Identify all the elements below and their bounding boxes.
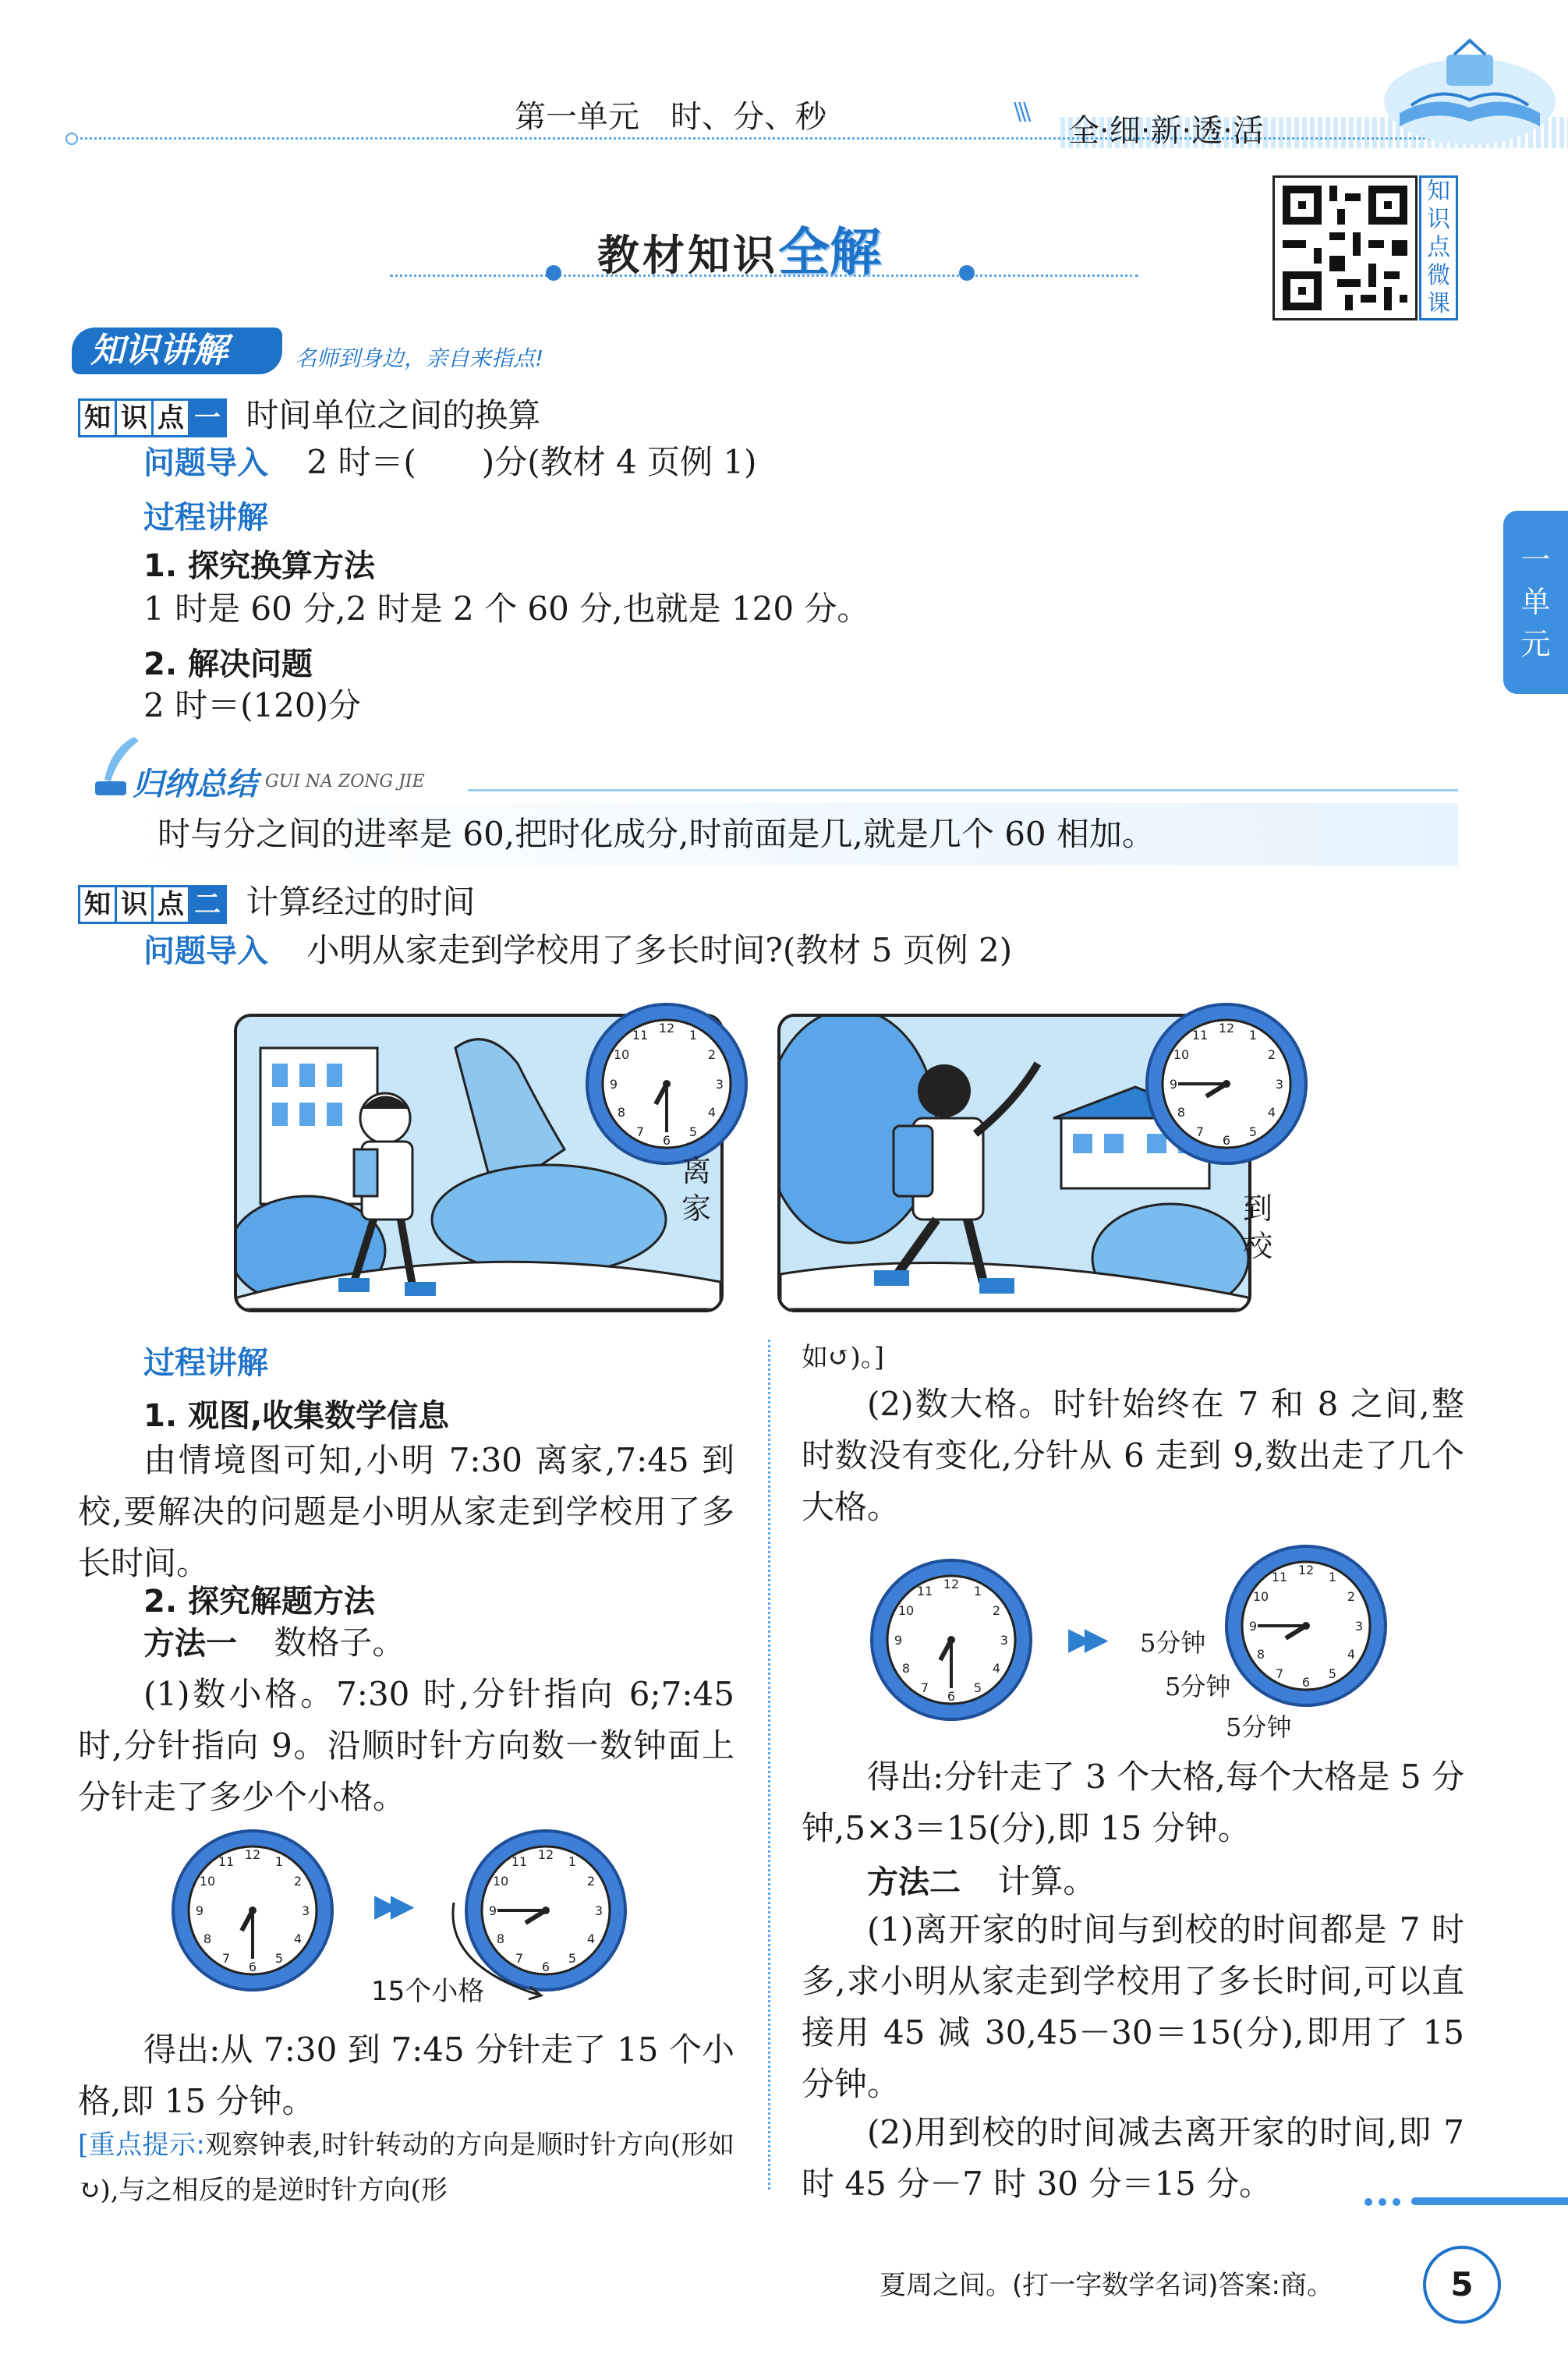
svg-text:12: 12 [943, 1577, 960, 1591]
svg-text:7: 7 [920, 1680, 929, 1695]
svg-text:11: 11 [916, 1584, 933, 1598]
key-tip: [重点提示:观察钟表,时针转动的方向是顺时针方向(形如↻),与之相反的是逆时针方向(形 [78, 2130, 734, 2206]
svg-text:8: 8 [203, 1931, 212, 1946]
qr-label-char: 点 [1427, 234, 1450, 261]
svg-text:12: 12 [1297, 1563, 1315, 1577]
svg-text:9: 9 [1169, 1077, 1178, 1092]
svg-text:5: 5 [1328, 1666, 1337, 1681]
svg-text:2: 2 [992, 1603, 1001, 1618]
clock-730-small-icon [167, 1825, 338, 1996]
svg-text:7: 7 [635, 1124, 645, 1139]
svg-text:12: 12 [244, 1847, 261, 1862]
svg-text:8: 8 [901, 1661, 911, 1676]
svg-text:9: 9 [894, 1633, 903, 1648]
kp1-badge [78, 398, 225, 437]
svg-text:12: 12 [658, 1021, 675, 1036]
badge-char: 点 [151, 398, 190, 437]
clock-730-icon [581, 998, 752, 1170]
svg-text:4: 4 [1347, 1647, 1356, 1662]
section-logo [72, 327, 282, 374]
svg-text:10: 10 [613, 1047, 630, 1062]
svg-text:7: 7 [1275, 1666, 1284, 1681]
method1-line [143, 1617, 405, 1669]
svg-text:10: 10 [1252, 1589, 1269, 1604]
footer-dots [1363, 2196, 1410, 2207]
scene-left-label [681, 1152, 711, 1227]
summary-label: 归纳总结 [133, 767, 257, 802]
svg-text:5: 5 [274, 1951, 284, 1966]
badge-char: 识 [115, 398, 154, 437]
key-tip-text: 观察钟表,时针转动的方向是顺时针方向(形如↻),与之相反的是逆时针方向(形 [78, 2130, 734, 2206]
kp1-intro [143, 437, 756, 489]
summary-pinyin: GUI NA ZONG JIE [265, 772, 425, 791]
qr-label-char: 课 [1427, 290, 1450, 317]
header-rule-dot [65, 133, 78, 145]
svg-text:3: 3 [594, 1903, 603, 1918]
svg-text:11: 11 [511, 1854, 528, 1869]
clock-745-right-icon [1220, 1540, 1392, 1712]
svg-text:4: 4 [707, 1105, 717, 1120]
section-logo-text: 知识讲解 [90, 331, 228, 370]
svg-text:6: 6 [947, 1689, 956, 1704]
svg-text:6: 6 [1301, 1675, 1311, 1690]
qr-label-char: 知 [1427, 178, 1450, 205]
svg-text:7: 7 [221, 1951, 231, 1966]
intro-label: 问题导入 [143, 933, 268, 969]
svg-text:12: 12 [537, 1847, 554, 1862]
footer-bar [1411, 2197, 1568, 2205]
svg-text:1: 1 [568, 1854, 577, 1869]
kp1-process-label: 过程讲解 [143, 500, 268, 536]
left-h1: 1. 观图,收集数学信息 [143, 1398, 450, 1434]
side-tab-char: 一 [1520, 543, 1551, 577]
svg-text:6: 6 [1222, 1133, 1231, 1148]
svg-text:8: 8 [617, 1105, 626, 1120]
svg-text:2: 2 [586, 1874, 596, 1889]
svg-text:3: 3 [1275, 1077, 1284, 1092]
page-number: 5 [1450, 2265, 1474, 2303]
unit-side-tab [1503, 511, 1568, 694]
badge-number: 二 [188, 885, 227, 924]
summary-rule [468, 789, 1458, 791]
method1-name: 数格子。 [274, 1623, 405, 1662]
five-minutes-label: 5分钟 [1226, 1712, 1292, 1742]
column-divider [768, 1340, 770, 2190]
svg-text:4: 4 [1267, 1105, 1276, 1120]
left-clock-caption: 15个小格 [371, 1976, 485, 2007]
svg-text:1: 1 [688, 1028, 698, 1043]
svg-text:3: 3 [715, 1077, 724, 1092]
open-book-logo-icon [1380, 31, 1559, 148]
footer-riddle: 夏周之间。(打一字数学名词)答案:商。 [880, 2270, 1333, 2301]
svg-text:3: 3 [1000, 1633, 1009, 1648]
arrow-right-icon: ▶▶ [1068, 1620, 1101, 1657]
kp1-step2-title: 2. 解决问题 [143, 646, 313, 682]
svg-text:4: 4 [586, 1931, 596, 1946]
svg-text:7: 7 [515, 1951, 524, 1966]
svg-text:5: 5 [973, 1680, 982, 1695]
banner-dot-right [959, 265, 975, 281]
badge-char: 知 [78, 885, 117, 924]
method2-name: 计算。 [997, 1862, 1096, 1900]
intro-label: 问题导入 [143, 445, 268, 481]
scene-right-label [1243, 1190, 1272, 1265]
badge-char: 识 [115, 885, 154, 924]
qr-code[interactable] [1272, 175, 1418, 320]
clock-745-icon [1141, 998, 1312, 1170]
svg-text:11: 11 [1191, 1028, 1209, 1043]
left-p2: (1)数小格。7:30 时,分针指向 6;7:45 时,分针指向 9。沿顺时针方向数一数钟面上分针走了多少个小格。 [78, 1675, 734, 1816]
svg-text:8: 8 [496, 1931, 505, 1946]
unit-title: 第一单元 时、分、秒 [515, 99, 826, 135]
svg-text:9: 9 [195, 1903, 204, 1918]
key-tip-label: 重点提示: [88, 2130, 205, 2161]
left-p1: 由情境图可知,小明 7:30 离家,7:45 到校,要解决的问题是小明从家走到学校用了多长时间。 [78, 1441, 734, 1582]
svg-text:9: 9 [488, 1903, 497, 1918]
kp2-intro [143, 925, 1012, 977]
method2-line [867, 1856, 1095, 1908]
kp1-title: 时间单位之间的换算 [246, 396, 541, 434]
svg-text:11: 11 [218, 1854, 235, 1869]
svg-text:4: 4 [992, 1661, 1001, 1676]
kp2-badge [78, 885, 225, 924]
right-p1: (2)数大格。时针始终在 7 和 8 之间,整时数没有变化,分针从 6 走到 9,数出走了几个大格。 [802, 1385, 1464, 1526]
page-number-badge [1423, 2246, 1501, 2324]
svg-text:7: 7 [1195, 1124, 1205, 1139]
svg-text:5: 5 [568, 1951, 577, 1966]
series-slogan: 全·细·新·透·活 [1068, 113, 1264, 149]
kp2-title: 计算经过的时间 [246, 883, 476, 921]
svg-text:1: 1 [274, 1854, 284, 1869]
intro-text: 2 时＝( )分(教材 4 页例 1) [306, 443, 757, 481]
scene-label-char: 家 [681, 1191, 712, 1226]
svg-text:3: 3 [301, 1903, 310, 1918]
svg-text:10: 10 [199, 1874, 216, 1889]
svg-text:3: 3 [1354, 1619, 1364, 1634]
kp2-heading [78, 876, 475, 924]
svg-text:6: 6 [662, 1133, 671, 1148]
key-tip-tail: 如↺)。] [802, 1342, 885, 1373]
svg-text:6: 6 [248, 1960, 257, 1974]
qr-label [1419, 175, 1458, 320]
right-p2: 得出:分针走了 3 个大格,每个大格是 5 分钟,5×3＝15(分),即 15 分钟。 [802, 1758, 1464, 1847]
scene-label-char: 到 [1243, 1191, 1273, 1226]
slash-decoration: \\\ [1014, 98, 1028, 126]
scene-label-char: 校 [1243, 1229, 1273, 1263]
summary-box [117, 803, 1458, 866]
svg-text:2: 2 [1347, 1589, 1356, 1604]
svg-text:12: 12 [1218, 1021, 1235, 1036]
banner-title [597, 211, 933, 282]
svg-text:11: 11 [632, 1028, 649, 1043]
banner-title-main: 教材知识 [597, 231, 778, 280]
badge-number: 一 [188, 398, 227, 437]
method2-label: 方法二 [867, 1864, 961, 1900]
svg-text:2: 2 [293, 1874, 303, 1889]
five-minutes-label: 5分钟 [1140, 1628, 1206, 1658]
svg-text:4: 4 [293, 1931, 303, 1946]
svg-text:9: 9 [609, 1077, 618, 1092]
side-tab-char: 单 [1520, 585, 1551, 619]
svg-text:11: 11 [1271, 1570, 1288, 1584]
svg-text:8: 8 [1256, 1647, 1265, 1662]
section-tagline: 名师到身边，亲自来指点! [295, 345, 544, 371]
svg-text:1: 1 [1248, 1028, 1258, 1043]
svg-text:2: 2 [707, 1047, 717, 1062]
svg-text:1: 1 [1328, 1570, 1337, 1584]
qr-label-char: 微 [1427, 262, 1450, 289]
clock-730-right-icon [865, 1554, 1037, 1726]
svg-text:10: 10 [492, 1874, 509, 1889]
banner-dot-left [546, 265, 561, 281]
qr-pattern-icon [1275, 178, 1415, 318]
left-process-label: 过程讲解 [143, 1345, 268, 1381]
badge-char: 知 [78, 398, 117, 437]
right-p3: (1)离开家的时间与到校的时间都是 7 时多,求小明从家走到学校用了多长时间,可以直接用 45 减 30,45－30＝15(分),即用了 15 分钟。 [802, 1910, 1464, 2103]
left-p3: 得出:从 7:30 到 7:45 分针走了 15 个小格,即 15 分钟。 [78, 2030, 734, 2120]
left-h2: 2. 探究解题方法 [143, 1584, 375, 1620]
svg-text:8: 8 [1177, 1105, 1186, 1120]
svg-text:10: 10 [1173, 1047, 1190, 1062]
svg-text:9: 9 [1248, 1619, 1258, 1634]
arrow-right-icon: ▶▶ [374, 1887, 407, 1924]
kp1-step1-text: 1 时是 60 分,2 时是 2 个 60 分,也就是 120 分。 [143, 589, 870, 628]
qr-label-char: 识 [1427, 206, 1450, 233]
svg-text:5: 5 [1248, 1124, 1258, 1139]
kp1-heading [78, 390, 540, 437]
right-p4: (2)用到校的时间减去离开家的时间,即 7 时 45 分－7 时 30 分＝15 分。 [802, 2113, 1464, 2203]
svg-text:2: 2 [1267, 1047, 1276, 1062]
five-minutes-label: 5分钟 [1165, 1672, 1231, 1701]
summary-text: 时与分之间的进率是 60,把时化成分,时前面是几,就是几个 60 相加。 [158, 815, 1155, 853]
badge-char: 点 [151, 885, 190, 924]
svg-text:6: 6 [541, 1960, 550, 1974]
banner-title-accent: 全解 [778, 222, 881, 282]
method1-label: 方法一 [143, 1626, 237, 1662]
intro-text: 小明从家走到学校用了多长时间?(教材 5 页例 2) [306, 931, 1013, 969]
kp1-step2-text: 2 时＝(120)分 [143, 686, 362, 724]
svg-text:5: 5 [688, 1124, 698, 1139]
kp1-step1-title: 1. 探究换算方法 [143, 548, 375, 584]
scene-label-char: 离 [681, 1154, 712, 1188]
svg-text:10: 10 [897, 1603, 915, 1618]
side-tab-char: 元 [1520, 627, 1551, 661]
svg-text:1: 1 [973, 1584, 982, 1598]
